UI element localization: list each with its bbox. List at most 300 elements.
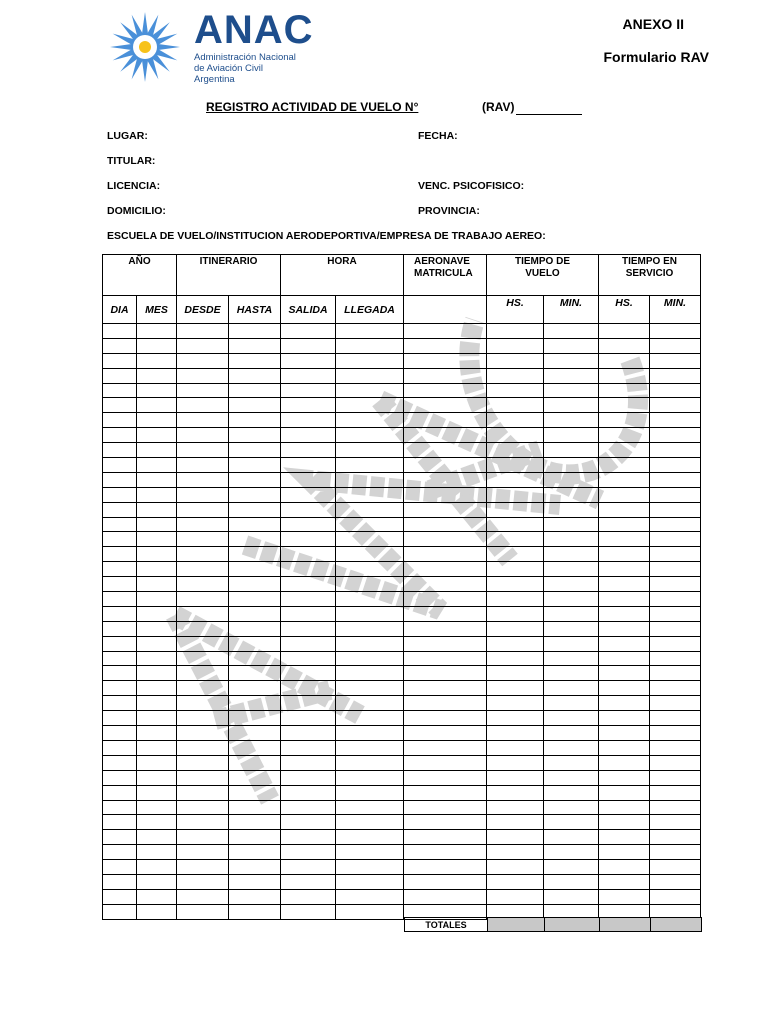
total-vuelo-hs-cell[interactable] [488,918,545,932]
cell-llegada[interactable] [336,904,404,919]
cell-dia[interactable] [103,338,137,353]
cell-desde[interactable] [177,904,229,919]
cell-mes[interactable] [137,338,177,353]
cell-mes[interactable] [137,517,177,532]
cell-matricula[interactable] [404,324,487,339]
cell-dia[interactable] [103,428,137,443]
cell-llegada[interactable] [336,592,404,607]
cell-servicio-min[interactable] [650,755,701,770]
cell-desde[interactable] [177,830,229,845]
cell-vuelo-min[interactable] [544,368,599,383]
cell-salida[interactable] [281,681,336,696]
cell-vuelo-hs[interactable] [487,800,544,815]
cell-servicio-hs[interactable] [599,636,650,651]
cell-dia[interactable] [103,860,137,875]
cell-mes[interactable] [137,636,177,651]
cell-llegada[interactable] [336,368,404,383]
cell-dia[interactable] [103,443,137,458]
cell-vuelo-min[interactable] [544,785,599,800]
cell-vuelo-min[interactable] [544,577,599,592]
cell-llegada[interactable] [336,740,404,755]
cell-servicio-hs[interactable] [599,428,650,443]
cell-llegada[interactable] [336,398,404,413]
cell-servicio-min[interactable] [650,383,701,398]
cell-hasta[interactable] [229,845,281,860]
cell-llegada[interactable] [336,517,404,532]
cell-hasta[interactable] [229,711,281,726]
cell-servicio-hs[interactable] [599,338,650,353]
cell-hasta[interactable] [229,458,281,473]
cell-desde[interactable] [177,562,229,577]
cell-dia[interactable] [103,472,137,487]
cell-vuelo-min[interactable] [544,800,599,815]
cell-servicio-hs[interactable] [599,815,650,830]
cell-desde[interactable] [177,472,229,487]
cell-dia[interactable] [103,696,137,711]
cell-vuelo-hs[interactable] [487,443,544,458]
cell-vuelo-hs[interactable] [487,353,544,368]
cell-desde[interactable] [177,874,229,889]
cell-vuelo-min[interactable] [544,472,599,487]
cell-dia[interactable] [103,353,137,368]
cell-hasta[interactable] [229,472,281,487]
cell-matricula[interactable] [404,606,487,621]
cell-vuelo-hs[interactable] [487,740,544,755]
cell-servicio-min[interactable] [650,740,701,755]
cell-matricula[interactable] [404,800,487,815]
cell-desde[interactable] [177,696,229,711]
cell-desde[interactable] [177,443,229,458]
cell-hasta[interactable] [229,785,281,800]
cell-matricula[interactable] [404,621,487,636]
cell-llegada[interactable] [336,532,404,547]
cell-dia[interactable] [103,577,137,592]
cell-vuelo-hs[interactable] [487,770,544,785]
cell-servicio-min[interactable] [650,443,701,458]
cell-servicio-hs[interactable] [599,502,650,517]
cell-hasta[interactable] [229,532,281,547]
cell-mes[interactable] [137,815,177,830]
cell-servicio-min[interactable] [650,621,701,636]
cell-hasta[interactable] [229,502,281,517]
cell-servicio-min[interactable] [650,592,701,607]
cell-matricula[interactable] [404,860,487,875]
cell-dia[interactable] [103,845,137,860]
cell-hasta[interactable] [229,487,281,502]
cell-dia[interactable] [103,621,137,636]
cell-llegada[interactable] [336,458,404,473]
cell-llegada[interactable] [336,815,404,830]
total-servicio-hs-cell[interactable] [600,918,651,932]
cell-servicio-hs[interactable] [599,651,650,666]
cell-desde[interactable] [177,324,229,339]
cell-matricula[interactable] [404,443,487,458]
cell-matricula[interactable] [404,740,487,755]
cell-vuelo-min[interactable] [544,740,599,755]
cell-servicio-min[interactable] [650,324,701,339]
cell-salida[interactable] [281,621,336,636]
cell-matricula[interactable] [404,636,487,651]
cell-llegada[interactable] [336,785,404,800]
cell-servicio-hs[interactable] [599,398,650,413]
cell-hasta[interactable] [229,889,281,904]
cell-salida[interactable] [281,874,336,889]
cell-salida[interactable] [281,443,336,458]
cell-desde[interactable] [177,800,229,815]
cell-mes[interactable] [137,651,177,666]
cell-mes[interactable] [137,562,177,577]
cell-servicio-hs[interactable] [599,860,650,875]
cell-mes[interactable] [137,681,177,696]
cell-vuelo-min[interactable] [544,636,599,651]
cell-servicio-hs[interactable] [599,740,650,755]
cell-vuelo-hs[interactable] [487,860,544,875]
cell-matricula[interactable] [404,845,487,860]
cell-mes[interactable] [137,726,177,741]
cell-matricula[interactable] [404,889,487,904]
cell-desde[interactable] [177,532,229,547]
cell-servicio-hs[interactable] [599,324,650,339]
cell-llegada[interactable] [336,383,404,398]
cell-vuelo-min[interactable] [544,755,599,770]
cell-vuelo-hs[interactable] [487,785,544,800]
cell-salida[interactable] [281,368,336,383]
cell-dia[interactable] [103,904,137,919]
cell-servicio-min[interactable] [650,487,701,502]
cell-salida[interactable] [281,800,336,815]
cell-hasta[interactable] [229,651,281,666]
cell-vuelo-hs[interactable] [487,874,544,889]
cell-vuelo-min[interactable] [544,815,599,830]
cell-vuelo-hs[interactable] [487,413,544,428]
cell-servicio-min[interactable] [650,577,701,592]
cell-servicio-min[interactable] [650,889,701,904]
cell-dia[interactable] [103,726,137,741]
cell-hasta[interactable] [229,592,281,607]
cell-dia[interactable] [103,636,137,651]
cell-servicio-min[interactable] [650,517,701,532]
cell-mes[interactable] [137,830,177,845]
cell-hasta[interactable] [229,800,281,815]
cell-hasta[interactable] [229,904,281,919]
cell-servicio-hs[interactable] [599,458,650,473]
cell-vuelo-hs[interactable] [487,577,544,592]
cell-matricula[interactable] [404,458,487,473]
cell-llegada[interactable] [336,487,404,502]
cell-vuelo-hs[interactable] [487,636,544,651]
cell-servicio-min[interactable] [650,502,701,517]
cell-hasta[interactable] [229,368,281,383]
cell-mes[interactable] [137,621,177,636]
cell-servicio-min[interactable] [650,845,701,860]
cell-hasta[interactable] [229,666,281,681]
cell-llegada[interactable] [336,324,404,339]
cell-servicio-hs[interactable] [599,889,650,904]
cell-salida[interactable] [281,711,336,726]
total-vuelo-min-cell[interactable] [545,918,600,932]
cell-llegada[interactable] [336,696,404,711]
cell-mes[interactable] [137,606,177,621]
cell-hasta[interactable] [229,398,281,413]
cell-mes[interactable] [137,904,177,919]
cell-vuelo-hs[interactable] [487,532,544,547]
cell-salida[interactable] [281,532,336,547]
cell-vuelo-min[interactable] [544,889,599,904]
cell-matricula[interactable] [404,532,487,547]
cell-salida[interactable] [281,770,336,785]
cell-dia[interactable] [103,770,137,785]
cell-mes[interactable] [137,398,177,413]
cell-salida[interactable] [281,889,336,904]
cell-dia[interactable] [103,398,137,413]
cell-servicio-hs[interactable] [599,845,650,860]
cell-llegada[interactable] [336,636,404,651]
cell-mes[interactable] [137,458,177,473]
cell-servicio-hs[interactable] [599,606,650,621]
cell-servicio-hs[interactable] [599,785,650,800]
cell-servicio-hs[interactable] [599,547,650,562]
cell-mes[interactable] [137,577,177,592]
cell-vuelo-min[interactable] [544,874,599,889]
total-servicio-min-cell[interactable] [651,918,702,932]
cell-matricula[interactable] [404,353,487,368]
cell-salida[interactable] [281,487,336,502]
cell-mes[interactable] [137,696,177,711]
cell-llegada[interactable] [336,770,404,785]
cell-salida[interactable] [281,577,336,592]
cell-vuelo-min[interactable] [544,517,599,532]
cell-dia[interactable] [103,874,137,889]
cell-desde[interactable] [177,577,229,592]
cell-servicio-min[interactable] [650,428,701,443]
cell-matricula[interactable] [404,502,487,517]
cell-servicio-hs[interactable] [599,621,650,636]
cell-vuelo-min[interactable] [544,592,599,607]
cell-servicio-min[interactable] [650,472,701,487]
cell-salida[interactable] [281,338,336,353]
cell-servicio-min[interactable] [650,815,701,830]
cell-mes[interactable] [137,502,177,517]
cell-llegada[interactable] [336,681,404,696]
cell-llegada[interactable] [336,726,404,741]
cell-hasta[interactable] [229,636,281,651]
cell-vuelo-hs[interactable] [487,502,544,517]
cell-desde[interactable] [177,606,229,621]
cell-hasta[interactable] [229,338,281,353]
cell-desde[interactable] [177,711,229,726]
cell-vuelo-hs[interactable] [487,815,544,830]
cell-llegada[interactable] [336,860,404,875]
cell-dia[interactable] [103,666,137,681]
cell-hasta[interactable] [229,621,281,636]
cell-vuelo-min[interactable] [544,830,599,845]
cell-salida[interactable] [281,562,336,577]
cell-mes[interactable] [137,547,177,562]
cell-dia[interactable] [103,458,137,473]
cell-dia[interactable] [103,592,137,607]
cell-vuelo-min[interactable] [544,770,599,785]
cell-servicio-min[interactable] [650,726,701,741]
cell-dia[interactable] [103,517,137,532]
cell-llegada[interactable] [336,338,404,353]
cell-salida[interactable] [281,740,336,755]
cell-llegada[interactable] [336,711,404,726]
cell-dia[interactable] [103,606,137,621]
cell-servicio-hs[interactable] [599,800,650,815]
cell-servicio-hs[interactable] [599,696,650,711]
cell-desde[interactable] [177,755,229,770]
cell-desde[interactable] [177,651,229,666]
cell-matricula[interactable] [404,577,487,592]
cell-dia[interactable] [103,785,137,800]
cell-salida[interactable] [281,860,336,875]
cell-salida[interactable] [281,398,336,413]
cell-servicio-hs[interactable] [599,443,650,458]
cell-vuelo-hs[interactable] [487,383,544,398]
cell-servicio-min[interactable] [650,696,701,711]
cell-matricula[interactable] [404,383,487,398]
cell-servicio-hs[interactable] [599,874,650,889]
cell-llegada[interactable] [336,562,404,577]
cell-servicio-hs[interactable] [599,472,650,487]
cell-llegada[interactable] [336,353,404,368]
cell-dia[interactable] [103,562,137,577]
cell-servicio-min[interactable] [650,770,701,785]
cell-vuelo-min[interactable] [544,562,599,577]
cell-mes[interactable] [137,874,177,889]
cell-vuelo-min[interactable] [544,398,599,413]
cell-mes[interactable] [137,413,177,428]
cell-vuelo-hs[interactable] [487,368,544,383]
cell-vuelo-hs[interactable] [487,845,544,860]
cell-dia[interactable] [103,383,137,398]
cell-hasta[interactable] [229,353,281,368]
cell-matricula[interactable] [404,413,487,428]
cell-hasta[interactable] [229,815,281,830]
cell-vuelo-hs[interactable] [487,681,544,696]
cell-hasta[interactable] [229,547,281,562]
cell-servicio-min[interactable] [650,860,701,875]
cell-matricula[interactable] [404,755,487,770]
cell-vuelo-min[interactable] [544,532,599,547]
cell-dia[interactable] [103,815,137,830]
cell-hasta[interactable] [229,428,281,443]
cell-dia[interactable] [103,711,137,726]
cell-llegada[interactable] [336,621,404,636]
cell-vuelo-hs[interactable] [487,338,544,353]
cell-servicio-min[interactable] [650,413,701,428]
cell-servicio-hs[interactable] [599,368,650,383]
cell-dia[interactable] [103,800,137,815]
cell-servicio-min[interactable] [650,874,701,889]
cell-hasta[interactable] [229,324,281,339]
cell-hasta[interactable] [229,606,281,621]
cell-matricula[interactable] [404,830,487,845]
cell-servicio-hs[interactable] [599,755,650,770]
cell-salida[interactable] [281,904,336,919]
cell-dia[interactable] [103,740,137,755]
cell-dia[interactable] [103,755,137,770]
cell-servicio-min[interactable] [650,398,701,413]
cell-vuelo-hs[interactable] [487,606,544,621]
cell-salida[interactable] [281,815,336,830]
cell-mes[interactable] [137,755,177,770]
cell-mes[interactable] [137,487,177,502]
cell-vuelo-hs[interactable] [487,487,544,502]
cell-servicio-min[interactable] [650,651,701,666]
cell-vuelo-min[interactable] [544,413,599,428]
cell-servicio-min[interactable] [650,606,701,621]
cell-vuelo-hs[interactable] [487,472,544,487]
cell-servicio-hs[interactable] [599,666,650,681]
cell-salida[interactable] [281,726,336,741]
cell-hasta[interactable] [229,726,281,741]
cell-matricula[interactable] [404,785,487,800]
cell-mes[interactable] [137,785,177,800]
cell-vuelo-hs[interactable] [487,517,544,532]
cell-salida[interactable] [281,636,336,651]
cell-vuelo-hs[interactable] [487,428,544,443]
cell-servicio-hs[interactable] [599,830,650,845]
cell-dia[interactable] [103,830,137,845]
cell-servicio-hs[interactable] [599,681,650,696]
cell-llegada[interactable] [336,651,404,666]
cell-servicio-min[interactable] [650,532,701,547]
cell-dia[interactable] [103,413,137,428]
cell-servicio-min[interactable] [650,666,701,681]
cell-vuelo-hs[interactable] [487,621,544,636]
cell-vuelo-min[interactable] [544,338,599,353]
cell-servicio-min[interactable] [650,458,701,473]
cell-hasta[interactable] [229,874,281,889]
cell-llegada[interactable] [336,874,404,889]
cell-matricula[interactable] [404,338,487,353]
cell-dia[interactable] [103,368,137,383]
cell-matricula[interactable] [404,696,487,711]
cell-desde[interactable] [177,621,229,636]
cell-salida[interactable] [281,785,336,800]
cell-vuelo-min[interactable] [544,458,599,473]
cell-salida[interactable] [281,517,336,532]
cell-vuelo-hs[interactable] [487,651,544,666]
cell-servicio-min[interactable] [650,636,701,651]
cell-servicio-hs[interactable] [599,532,650,547]
cell-matricula[interactable] [404,547,487,562]
cell-vuelo-hs[interactable] [487,830,544,845]
cell-hasta[interactable] [229,443,281,458]
cell-servicio-hs[interactable] [599,383,650,398]
cell-llegada[interactable] [336,547,404,562]
cell-desde[interactable] [177,860,229,875]
cell-desde[interactable] [177,681,229,696]
cell-servicio-hs[interactable] [599,562,650,577]
cell-servicio-hs[interactable] [599,592,650,607]
cell-hasta[interactable] [229,517,281,532]
cell-mes[interactable] [137,740,177,755]
cell-hasta[interactable] [229,577,281,592]
cell-hasta[interactable] [229,860,281,875]
cell-desde[interactable] [177,428,229,443]
cell-servicio-min[interactable] [650,785,701,800]
cell-servicio-min[interactable] [650,681,701,696]
cell-desde[interactable] [177,353,229,368]
cell-servicio-hs[interactable] [599,517,650,532]
cell-vuelo-min[interactable] [544,606,599,621]
cell-matricula[interactable] [404,517,487,532]
cell-matricula[interactable] [404,562,487,577]
cell-servicio-hs[interactable] [599,413,650,428]
cell-llegada[interactable] [336,577,404,592]
